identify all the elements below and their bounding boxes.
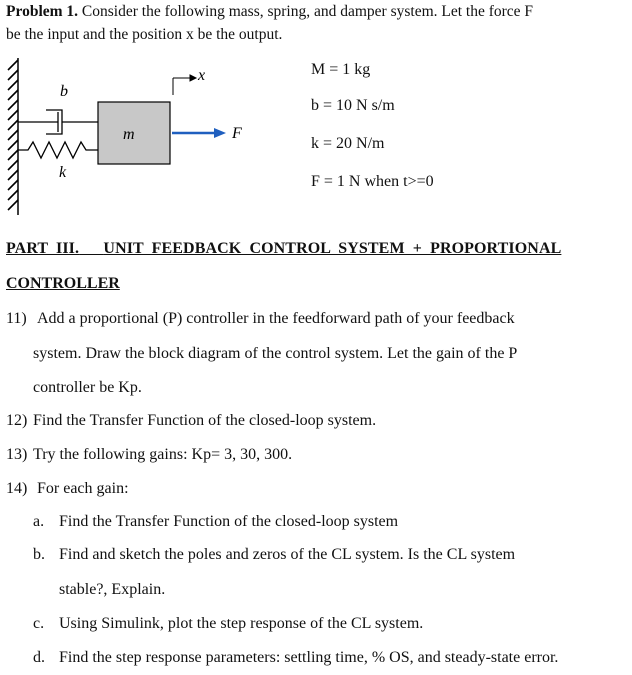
- subquestion-c-text: Using Simulink, plot the step response of the CL system.: [59, 615, 424, 632]
- damper-label: b: [60, 83, 68, 100]
- mass-label: m: [123, 126, 135, 143]
- force-arrow: [172, 128, 226, 138]
- part-name: UNIT FEEDBACK CONTROL SYSTEM + PROPORTIONAL: [103, 240, 562, 257]
- question-12-text: Find the Transfer Function of the closed-loop system.: [33, 412, 377, 429]
- question-12-number: 12): [6, 412, 28, 429]
- question-11-line2: system. Draw the block diagram of the control system. Let the gain of the P: [33, 345, 518, 362]
- subquestion-d-text: Find the step response parameters: settling time, % OS, and steady-state error.: [59, 649, 559, 666]
- question-11-line1: Add a proportional (P) controller in the feedforward path of your feedback: [37, 310, 515, 327]
- spring-label: k: [59, 164, 67, 181]
- problem-statement-line2: be the input and the position x be the output.: [6, 26, 283, 43]
- question-13-text: Try the following gains: Kp= 3, 30, 300.: [33, 446, 293, 463]
- problem-text-line1: Consider the following mass, spring, and damper system. Let the force F: [78, 3, 534, 20]
- problem-label: Problem 1.: [6, 3, 79, 20]
- position-label: x: [198, 67, 206, 84]
- question-14-number: 14): [6, 480, 28, 497]
- part-title-line1: [6, 239, 561, 259]
- part-title-line2: CONTROLLER: [6, 275, 120, 292]
- subquestion-b-line2: stable?, Explain.: [59, 581, 166, 598]
- question-14-text: For each gain:: [37, 480, 129, 497]
- subquestion-d-letter: d.: [33, 649, 45, 666]
- param-force: F = 1 N when t>=0: [311, 173, 434, 190]
- param-stiffness: k = 20 N/m: [311, 135, 385, 152]
- spring: [18, 142, 98, 158]
- damper: [18, 110, 98, 134]
- subquestion-b-letter: b.: [33, 546, 45, 563]
- force-label: F: [232, 125, 242, 142]
- wall: [8, 58, 18, 215]
- subquestion-a-letter: a.: [33, 513, 45, 530]
- question-11-line3: controller be Kp.: [33, 379, 142, 396]
- subquestion-c-letter: c.: [33, 615, 45, 632]
- problem-statement-line1: [6, 2, 628, 22]
- part-number: PART III.: [6, 240, 80, 257]
- position-arrow: [173, 75, 196, 95]
- mass-spring-damper-diagram: [0, 50, 300, 225]
- subquestion-a-text: Find the Transfer Function of the closed-loop system: [59, 513, 399, 530]
- question-13-number: 13): [6, 446, 28, 463]
- question-11-number: 11): [6, 310, 27, 327]
- param-mass: M = 1 kg: [311, 61, 371, 78]
- param-damping: b = 10 N s/m: [311, 97, 395, 114]
- subquestion-b-line1: Find and sketch the poles and zeros of the CL system. Is the CL system: [59, 546, 516, 563]
